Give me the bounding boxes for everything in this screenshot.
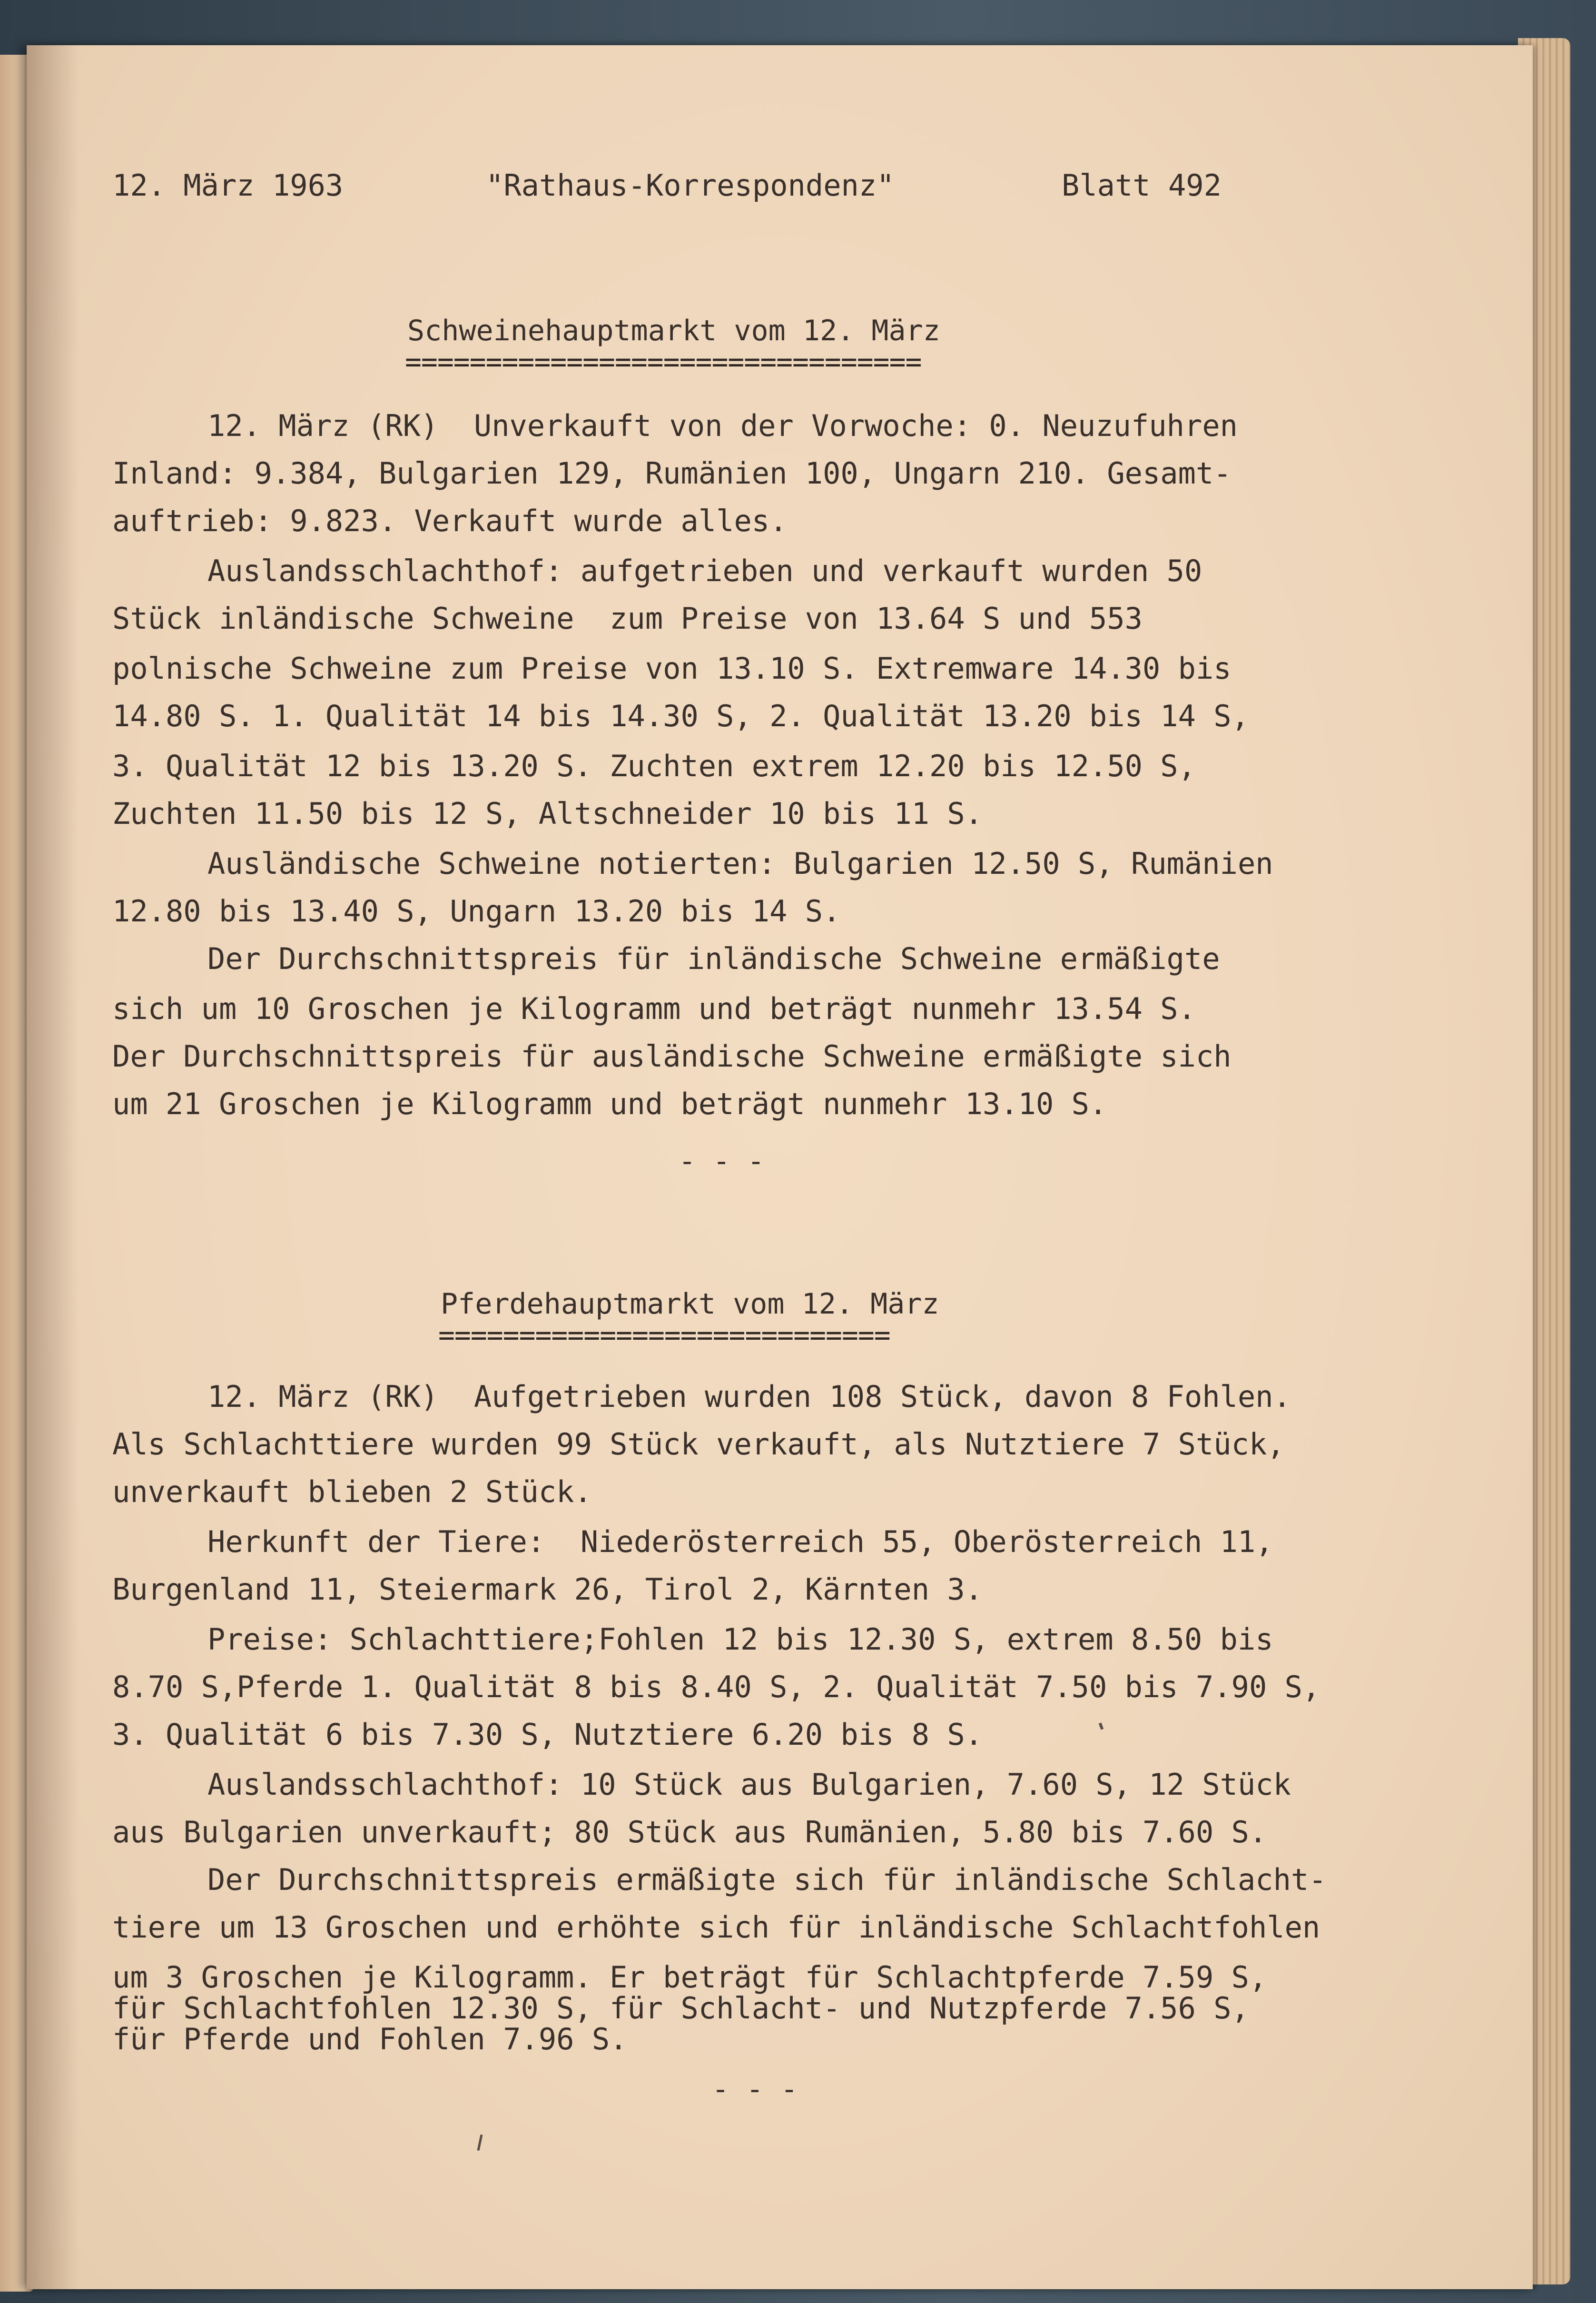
- article2-line: tiere um 13 Groschen und erhöhte sich für inländische Schlachtfohlen: [112, 1910, 1320, 1945]
- article1-title: Schweinehauptmarkt vom 12. März: [407, 314, 940, 347]
- article2-line: Der Durchschnittspreis ermäßigte sich für inländische Schlacht-: [207, 1862, 1327, 1897]
- article1-line: Der Durchschnittspreis für inländische Schweine ermäßigte: [207, 941, 1220, 976]
- article1-line: 12.80 bis 13.40 S, Ungarn 13.20 bis 14 S.: [112, 894, 841, 929]
- article2-end-mark: - - -: [712, 2073, 798, 2106]
- article1-end-mark: - - -: [679, 1145, 765, 1178]
- article1-line: Zuchten 11.50 bis 12 S, Altschneider 10 bis 11 S.: [112, 796, 983, 831]
- article2-line: Burgenland 11, Steiermark 26, Tirol 2, Kärnten 3.: [112, 1572, 983, 1607]
- article1-line: um 21 Groschen je Kilogramm und beträgt nunmehr 13.10 S.: [112, 1087, 1107, 1121]
- article1-line: sich um 10 Groschen je Kilogramm und beträgt nunmehr 13.54 S.: [112, 991, 1196, 1026]
- article2-line: 8.70 S,Pferde 1. Qualität 8 bis 8.40 S, 2. Qualität 7.50 bis 7.90 S,: [112, 1670, 1320, 1704]
- article2-line: 3. Qualität 6 bis 7.30 S, Nutztiere 6.20 bis 8 S.: [112, 1717, 983, 1752]
- article2-line: für Schlachtfohlen 12.30 S, für Schlacht- und Nutzpferde 7.56 S,: [112, 1991, 1249, 2026]
- article2-line: für Pferde und Fohlen 7.96 S.: [112, 2022, 628, 2056]
- article1-line: 12. März (RK) Unverkauft von der Vorwoche: 0. Neuzufuhren: [207, 408, 1238, 443]
- article2-line: 12. März (RK) Aufgetrieben wurden 108 Stück, davon 8 Fohlen.: [207, 1379, 1291, 1414]
- article2-line: unverkauft blieben 2 Stück.: [112, 1474, 592, 1509]
- article2-line: aus Bulgarien unverkauft; 80 Stück aus Rumänien, 5.80 bis 7.60 S.: [112, 1815, 1267, 1849]
- article1-line: Auslandsschlachthof: aufgetrieben und verkauft wurden 50: [207, 554, 1202, 588]
- header-sheet: Blatt 492: [1062, 168, 1222, 203]
- article1-line: Der Durchschnittspreis für ausländische Schweine ermäßigte sich: [112, 1039, 1231, 1074]
- article1-line: Inland: 9.384, Bulgarien 129, Rumänien 100, Ungarn 210. Gesamt-: [112, 456, 1231, 491]
- article1-line: polnische Schweine zum Preise von 13.10 S. Extremware 14.30 bis: [112, 651, 1231, 686]
- article1-line: Stück inländische Schweine zum Preise von 13.64 S und 553: [112, 601, 1143, 636]
- article1-line: 3. Qualität 12 bis 13.20 S. Zuchten extrem 12.20 bis 12.50 S,: [112, 749, 1196, 783]
- article2-title: Pferdehauptmarkt vom 12. März: [441, 1287, 939, 1321]
- article1-line: 14.80 S. 1. Qualität 14 bis 14.30 S, 2. Qualität 13.20 bis 14 S,: [112, 699, 1249, 733]
- document-page: [27, 45, 1533, 2289]
- article2-line: Herkunft der Tiere: Niederösterreich 55, Oberösterreich 11,: [207, 1524, 1273, 1559]
- article1-underline: ================================: [405, 346, 922, 378]
- article2-line: Preise: Schlachttiere;Fohlen 12 bis 12.30 S, extrem 8.50 bis: [207, 1622, 1273, 1657]
- article2-line: Auslandsschlachthof: 10 Stück aus Bulgarien, 7.60 S, 12 Stück: [207, 1767, 1291, 1802]
- header-publication: "Rathaus-Korrespondenz": [486, 168, 895, 203]
- article2-line: Als Schlachttiere wurden 99 Stück verkauft, als Nutztiere 7 Stück,: [112, 1427, 1285, 1462]
- article2-underline: ============================: [438, 1319, 890, 1351]
- gutter-shadow: [27, 45, 79, 2289]
- article2-line: um 3 Groschen je Kilogramm. Er beträgt für Schlachtpferde 7.59 S,: [112, 1960, 1267, 1995]
- stray-ink-mark: [1099, 1722, 1103, 1730]
- article1-line: Ausländische Schweine notierten: Bulgarien 12.50 S, Rumänien: [207, 846, 1273, 881]
- article1-line: auftrieb: 9.823. Verkauft wurde alles.: [112, 504, 788, 538]
- header-date: 12. März 1963: [112, 168, 344, 203]
- stray-ink-mark: [477, 2135, 483, 2151]
